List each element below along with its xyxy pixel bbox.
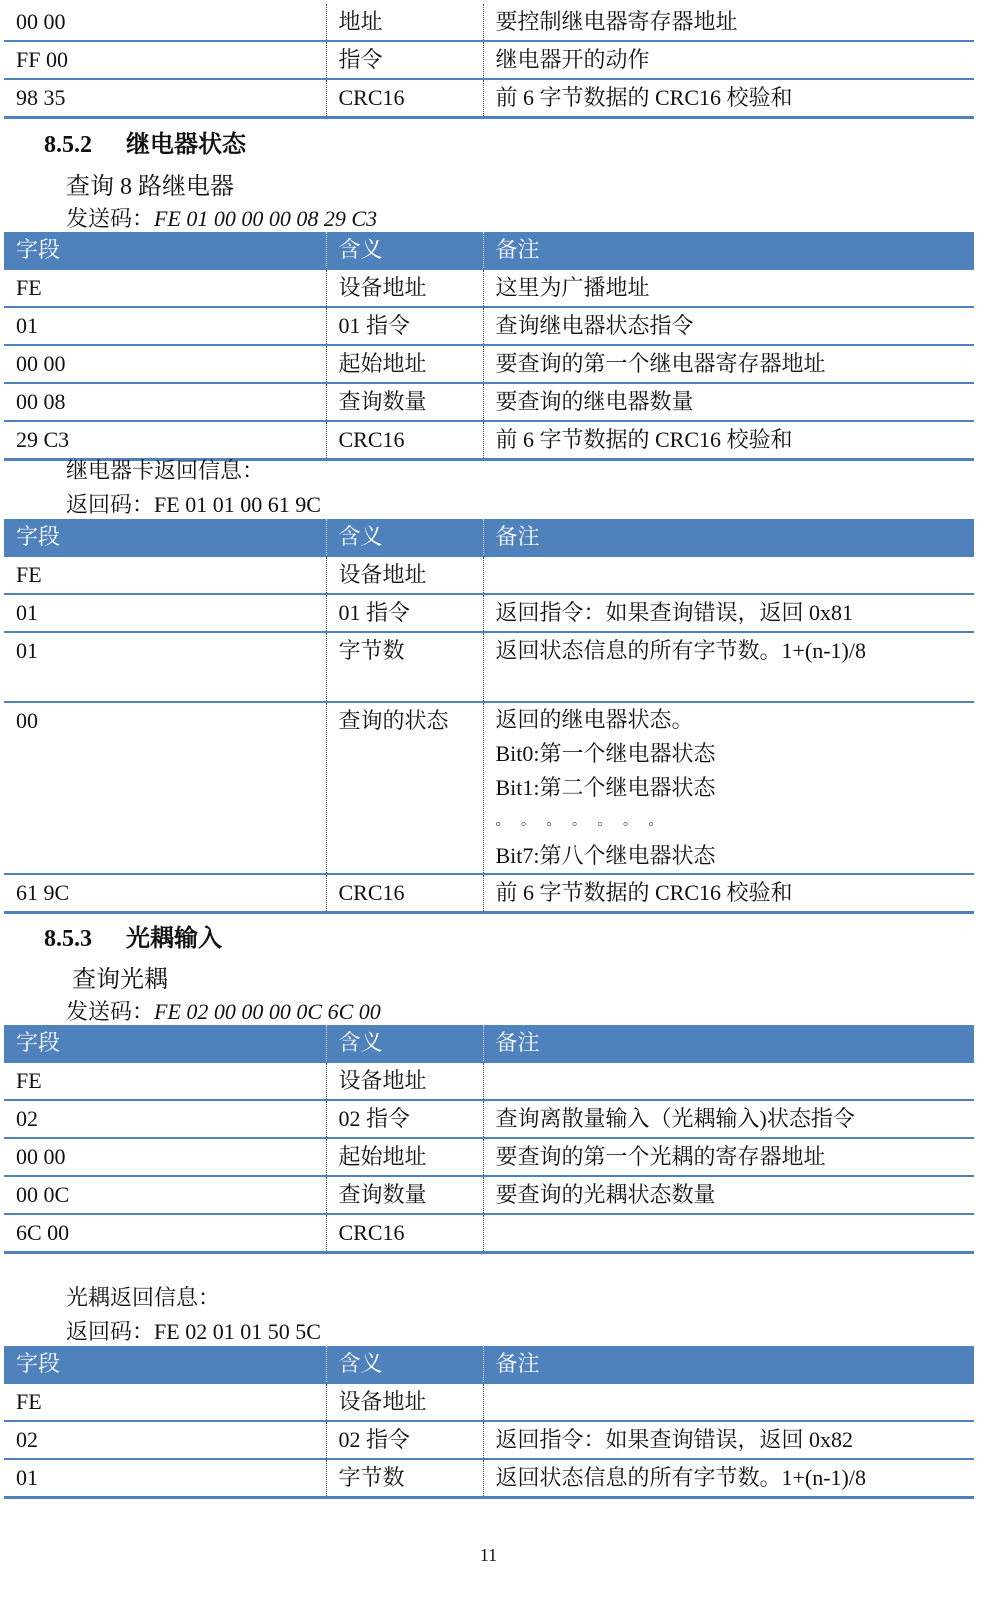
header-note: 备注 — [483, 232, 974, 269]
note-cell: 继电器开的动作 — [483, 41, 974, 79]
table-body — [4, 4, 974, 118]
page-number: 11 — [479, 1545, 498, 1565]
meaning-cell: CRC16 — [326, 874, 483, 913]
note-cell: 返回指令：如果查询错误，返回 0x81 — [483, 594, 974, 632]
table-row — [4, 1421, 974, 1459]
meaning-cell: 起始地址 — [326, 1138, 483, 1176]
table-row — [4, 1062, 974, 1100]
note-cell: 返回状态信息的所有字节数。1+(n-1)/8 — [483, 1459, 974, 1498]
opto-return-label: 光耦返回信息： — [66, 1285, 221, 1310]
meaning-cell: 查询数量 — [326, 1176, 483, 1214]
field-cell: 61 9C — [4, 874, 326, 913]
relay-return-code — [66, 488, 321, 519]
header-field: 字段 — [4, 519, 326, 556]
note-cell: 查询离散量输入（光耦输入)状态指令 — [483, 1100, 974, 1138]
field-cell: 01 — [4, 1459, 326, 1498]
header-field: 字段 — [4, 1346, 326, 1383]
meaning-cell: CRC16 — [326, 1214, 483, 1253]
note-cell: 要控制继电器寄存器地址 — [483, 4, 974, 41]
field-cell: 98 35 — [4, 79, 326, 118]
table-header-row — [4, 1346, 974, 1383]
table-row — [4, 556, 974, 594]
relay-return-table — [4, 519, 974, 914]
section-number: 8.5.3 — [44, 926, 92, 952]
field-cell: 00 0C — [4, 1176, 326, 1214]
field-cell: 00 00 — [4, 4, 326, 41]
query-relay-table — [4, 232, 974, 461]
header-meaning: 含义 — [326, 1346, 483, 1383]
table-row — [4, 4, 974, 41]
relay-control-table-tail — [4, 4, 974, 119]
table-row — [4, 632, 974, 702]
table-header-row — [4, 1025, 974, 1062]
note-cell: 前 6 字节数据的 CRC16 校验和 — [483, 421, 974, 460]
table-row — [4, 874, 974, 913]
field-cell: FE — [4, 1062, 326, 1100]
opto-return-table — [4, 1346, 974, 1499]
status-line: Bit1:第二个继电器状态 — [495, 775, 716, 800]
header-note: 备注 — [483, 519, 974, 556]
note-cell: 这里为广播地址 — [483, 269, 974, 307]
meaning-cell: 02 指令 — [326, 1100, 483, 1138]
note-cell: 返回状态信息的所有字节数。1+(n-1)/8 — [483, 632, 974, 702]
table-row — [4, 1138, 974, 1176]
send-code-label: 发送码： — [66, 206, 155, 231]
query-opto-subtitle: 查询光耦 — [72, 967, 168, 993]
table-header-row — [4, 232, 974, 269]
field-cell: 01 — [4, 632, 326, 702]
table-row — [4, 1459, 974, 1498]
table-body — [4, 519, 974, 913]
meaning-cell: 设备地址 — [326, 1383, 483, 1421]
note-cell: 前 6 字节数据的 CRC16 校验和 — [483, 874, 974, 913]
field-cell: 01 — [4, 307, 326, 345]
meaning-cell: 查询数量 — [326, 383, 483, 421]
table-body — [4, 232, 974, 460]
meaning-cell: 01 指令 — [326, 594, 483, 632]
note-cell — [483, 1062, 974, 1100]
meaning-cell: 地址 — [326, 4, 483, 41]
table-row — [4, 383, 974, 421]
field-cell: 00 08 — [4, 383, 326, 421]
status-line: Bit7:第八个继电器状态 — [495, 843, 716, 868]
query-opto-send-code — [66, 995, 381, 1026]
field-cell: 00 00 — [4, 1138, 326, 1176]
note-cell: 要查询的第一个光耦的寄存器地址 — [483, 1138, 974, 1176]
meaning-cell: 02 指令 — [326, 1421, 483, 1459]
meaning-cell: 设备地址 — [326, 269, 483, 307]
field-cell: FE — [4, 1383, 326, 1421]
table-row — [4, 1214, 974, 1253]
note-cell — [483, 1214, 974, 1253]
note-cell-multiline — [483, 702, 974, 874]
query-relay-send-code — [66, 202, 377, 233]
field-cell: 00 — [4, 702, 326, 874]
note-cell: 前 6 字节数据的 CRC16 校验和 — [483, 79, 974, 118]
meaning-cell: 设备地址 — [326, 556, 483, 594]
meaning-cell: 起始地址 — [326, 345, 483, 383]
status-line: Bit0:第一个继电器状态 — [495, 741, 716, 766]
table-row — [4, 269, 974, 307]
note-cell — [483, 556, 974, 594]
status-ellipsis-line: 。 。 。 。 。 。 。 — [495, 814, 667, 829]
field-cell: 01 — [4, 594, 326, 632]
field-cell: FF 00 — [4, 41, 326, 79]
send-code-label: 发送码： — [66, 999, 155, 1024]
field-cell: FE — [4, 556, 326, 594]
return-code-label: 返回码： — [66, 492, 155, 517]
meaning-cell: 指令 — [326, 41, 483, 79]
meaning-cell: 01 指令 — [326, 307, 483, 345]
return-code-label: 返回码： — [66, 1319, 155, 1344]
header-meaning: 含义 — [326, 519, 483, 556]
relay-return-label: 继电器卡返回信息： — [66, 458, 265, 483]
field-cell: 00 00 — [4, 345, 326, 383]
meaning-cell: 字节数 — [326, 1459, 483, 1498]
table-row — [4, 307, 974, 345]
header-meaning: 含义 — [326, 232, 483, 269]
header-note: 备注 — [483, 1346, 974, 1383]
note-cell — [483, 1383, 974, 1421]
section-title: 继电器状态 — [126, 132, 246, 158]
table-row — [4, 1176, 974, 1214]
opto-return-code — [66, 1315, 321, 1346]
table-row — [4, 1383, 974, 1421]
field-cell: 6C 00 — [4, 1214, 326, 1253]
return-code-value: FE 02 01 01 50 5C — [154, 1319, 321, 1344]
return-code-value: FE 01 01 00 61 9C — [154, 492, 321, 517]
meaning-cell: 查询的状态 — [326, 702, 483, 874]
note-cell: 要查询的继电器数量 — [483, 383, 974, 421]
table-row — [4, 41, 974, 79]
table-body — [4, 1025, 974, 1253]
field-cell: 02 — [4, 1100, 326, 1138]
header-field: 字段 — [4, 1025, 326, 1062]
table-row — [4, 1100, 974, 1138]
field-cell: FE — [4, 269, 326, 307]
table-header-row — [4, 519, 974, 556]
section-heading-8-5-2 — [44, 124, 246, 159]
send-code-value: FE 01 00 00 00 08 29 C3 — [154, 206, 378, 231]
note-cell: 要查询的第一个继电器寄存器地址 — [483, 345, 974, 383]
meaning-cell: 字节数 — [326, 632, 483, 702]
query-opto-table — [4, 1025, 974, 1254]
field-cell: 02 — [4, 1421, 326, 1459]
note-cell: 查询继电器状态指令 — [483, 307, 974, 345]
section-heading-8-5-3 — [44, 918, 222, 953]
note-cell: 返回指令：如果查询错误，返回 0x82 — [483, 1421, 974, 1459]
status-line: 返回的继电器状态。 — [495, 707, 694, 732]
header-note: 备注 — [483, 1025, 974, 1062]
query-relay-subtitle: 查询 8 路继电器 — [66, 174, 234, 200]
table-body — [4, 1346, 974, 1498]
meaning-cell: 设备地址 — [326, 1062, 483, 1100]
section-number: 8.5.2 — [44, 132, 92, 158]
table-row — [4, 594, 974, 632]
table-row — [4, 79, 974, 118]
field-cell: 29 C3 — [4, 421, 326, 460]
meaning-cell: CRC16 — [326, 79, 483, 118]
send-code-value: FE 02 00 00 00 0C 6C 00 — [154, 999, 381, 1024]
table-row-status — [4, 702, 974, 874]
note-cell: 要查询的光耦状态数量 — [483, 1176, 974, 1214]
header-meaning: 含义 — [326, 1025, 483, 1062]
header-field: 字段 — [4, 232, 326, 269]
section-title: 光耦输入 — [126, 926, 222, 952]
table-row — [4, 345, 974, 383]
meaning-cell: CRC16 — [326, 421, 483, 460]
